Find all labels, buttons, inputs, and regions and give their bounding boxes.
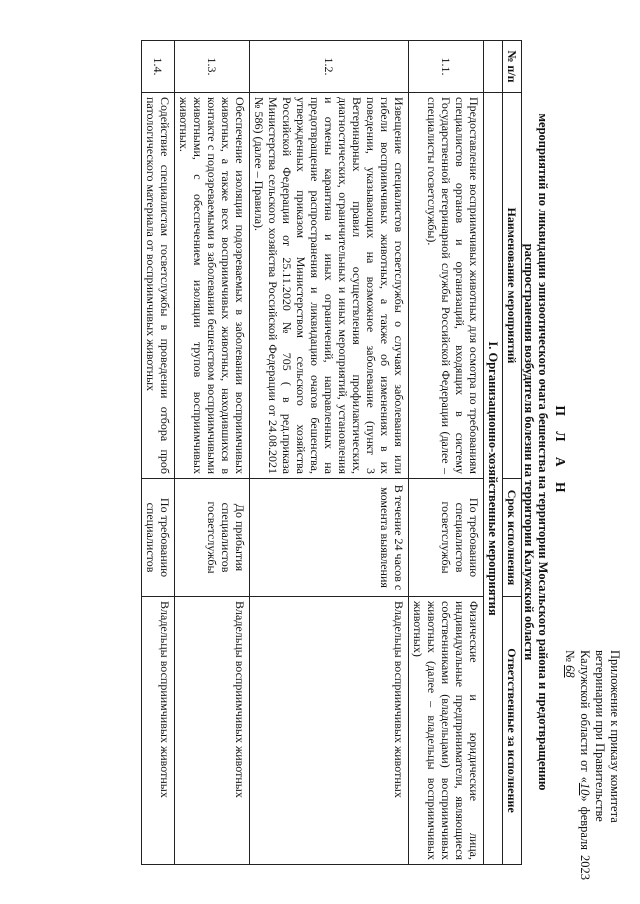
row-name: Обеспечение изоляции подозреваемых в заболевании восприимчивых животных, а также всех восприимчивых животных, находившихся в контакте с подозреваемыми в заболевании бешенством восприимчивыми животными, с обеспечением изоляции трупов восприимчивых животных.	[175, 93, 250, 479]
order-annex-header	[562, 650, 622, 880]
row-name: Содействие специалистам госветслужбы в проведении отбора проб патологического материала от восприимчивых животных	[142, 93, 175, 479]
table-row	[142, 41, 175, 865]
row-num: 1.3.	[175, 41, 250, 93]
table-row	[175, 41, 250, 865]
row-responsible: Владельцы восприимчивых животных	[250, 597, 409, 865]
annex-date-day: 10	[578, 782, 592, 796]
header-num: № п/п	[503, 41, 522, 93]
row-term: По требованию специалистов госветслужбы	[409, 479, 484, 597]
annex-line-2: ветеринарии при Правительстве	[593, 650, 607, 822]
row-responsible: Владельцы восприимчивых животных	[142, 597, 175, 865]
row-name: Предоставление восприимчивых животных для осмотра по требованиям специалистов органов и организаций, входящих в систему Государственной ветеринарной службы Российской Федерации (далее – специалисты госветслужбы).	[409, 93, 484, 479]
section-row	[484, 41, 503, 865]
row-num: 1.1.	[409, 41, 484, 93]
row-name: Извещение специалистов госветслужбы о случаях заболевания или гибели восприимчивых животных, а также об изменениях в их поведении, указывающих на возможное заболевание (пункт 3 Ветеринарных правил осуществления профилактических, диагностических, ограничительных и иных мероприятий, установления и отмены карантина и иных ограничений, направленных на предотвращение распространения и ликвидацию очагов бешенства, утвержденных приказом Министерством сельского хозяйства Российской Федерации от 25.11.2020 № 705 ( в ред.приказа Министерства сельского хозяйства Российской Федерации от 24.08.2021 № 586) (далее – Правила).	[250, 93, 409, 479]
row-responsible: Владельцы восприимчивых животных	[175, 597, 250, 865]
plan-subtitle-2: распространения возбудителя болезни на территории Калужской области	[522, 243, 536, 661]
row-term: По требованию специалистов	[142, 479, 175, 597]
header-term: Срок исполнения	[503, 479, 522, 597]
annex-date-prefix: Калужской области от «	[578, 650, 592, 783]
plan-subtitle-1: мероприятий по ликвидации эпизоотического очага бешенства на территории Мосальского района и предотвращению	[536, 113, 550, 791]
plan-table	[141, 40, 522, 865]
annex-line-1: Приложение к приказу комитета	[608, 650, 622, 823]
plan-title-block	[522, 40, 568, 864]
table-header-row	[503, 41, 522, 865]
row-num: 1.2.	[250, 41, 409, 93]
header-name: Наименование мероприятий	[503, 93, 522, 479]
table-row	[409, 41, 484, 865]
plan-title: П Л А Н	[553, 405, 568, 499]
table-row	[250, 41, 409, 865]
row-term: До прибытия специалистов госветслужбы	[175, 479, 250, 597]
section-title: I. Организационно-хозяйственные мероприятия	[484, 93, 503, 865]
row-responsible: Физические и юридические лица, индивидуальные предприниматели, являющиеся собственниками (владельцами) восприимчивых животных (далее – владельцы восприимчивых животных)	[409, 597, 484, 865]
header-responsible: Ответственные за исполнение	[503, 597, 522, 865]
annex-order-number: 68	[563, 665, 577, 678]
row-num: 1.4.	[142, 41, 175, 93]
annex-date-mid: » февраля 2023 №	[563, 650, 592, 880]
row-term: В течение 24 часов с момента выявления	[250, 479, 409, 597]
